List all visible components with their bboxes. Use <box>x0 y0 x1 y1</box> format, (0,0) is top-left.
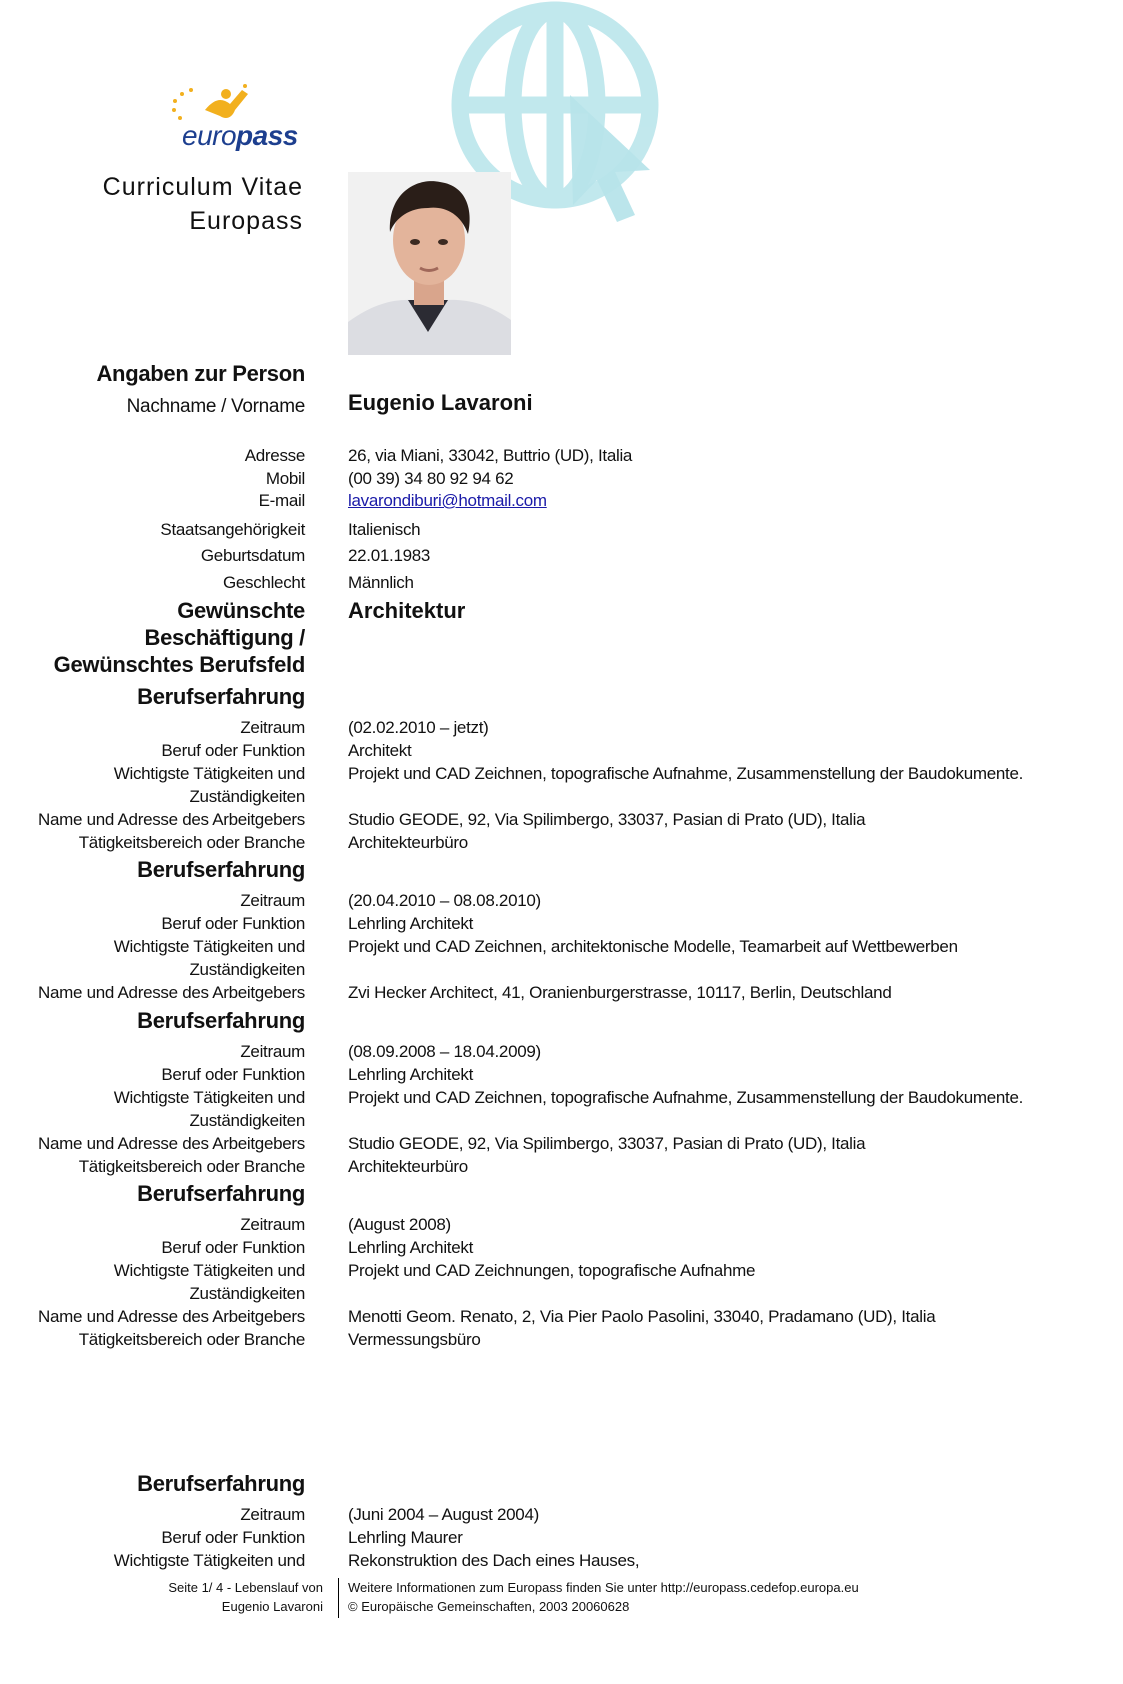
period-label: Zeitraum <box>240 1505 305 1524</box>
employer-label: Name und Adresse des Arbeitgebers <box>38 1134 305 1153</box>
sector-value: Architekteurbüro <box>348 1157 468 1176</box>
footer-info-text: Weitere Informationen zum Europass finden Sie unter http://europass.cedefop.europa.eu <box>348 1580 859 1595</box>
experience-heading: Berufserfahrung <box>137 857 305 882</box>
gender-value: Männlich <box>348 573 414 592</box>
period-value: (Juni 2004 – August 2004) <box>348 1505 539 1524</box>
cv-title-line2: Europass <box>189 207 303 235</box>
job-value: Lehrling Maurer <box>348 1528 463 1547</box>
birthdate-value: 22.01.1983 <box>348 546 431 565</box>
address-value: 26, via Miani, 33042, Buttrio (UD), Italia <box>348 446 633 465</box>
sector-label: Tätigkeitsbereich oder Branche <box>78 833 305 852</box>
activities-label: Wichtigste Tätigkeiten und <box>113 1551 305 1570</box>
period-value: (August 2008) <box>348 1215 451 1234</box>
job-value: Lehrling Architekt <box>348 914 474 933</box>
name-label: Nachname / Vorname <box>126 396 305 417</box>
email-link[interactable]: lavarondiburi@hotmail.com <box>348 491 547 510</box>
period-value: (02.02.2010 – jetzt) <box>348 718 489 737</box>
footer-page-info <box>168 1578 323 1616</box>
employer-value: Studio GEODE, 92, Via Spilimbergo, 33037, Pasian di Prato (UD), Italia <box>348 810 866 829</box>
sector-value: Vermessungsbüro <box>348 1330 481 1349</box>
period-label: Zeitraum <box>240 1042 305 1061</box>
job-value: Lehrling Architekt <box>348 1238 474 1257</box>
activities-label-2: Zuständigkeiten <box>189 787 305 806</box>
footer-copyright: © Europäische Gemeinschaften, 2003 20060628 <box>348 1599 630 1614</box>
job-value: Architekt <box>348 741 412 760</box>
cv-title-line1: Curriculum Vitae <box>102 173 303 201</box>
footer-person: Eugenio Lavaroni <box>221 1599 323 1614</box>
mobile-value: (00 39) 34 80 92 94 62 <box>348 469 514 488</box>
experience-heading: Berufserfahrung <box>137 1471 305 1496</box>
sector-label: Tätigkeitsbereich oder Branche <box>78 1157 305 1176</box>
footer-divider <box>338 1578 339 1618</box>
europass-logo <box>160 80 300 160</box>
activities-label: Wichtigste Tätigkeiten und <box>113 1261 305 1280</box>
job-label: Beruf oder Funktion <box>161 914 305 933</box>
employer-value: Menotti Geom. Renato, 2, Via Pier Paolo Pasolini, 33040, Pradamano (UD), Italia <box>348 1307 936 1326</box>
desired-label-line3: Gewünschtes Berufsfeld <box>53 652 305 677</box>
address-label: Adresse <box>244 446 305 465</box>
employer-value: Zvi Hecker Architect, 41, Oranienburgerstrasse, 10117, Berlin, Deutschland <box>348 983 892 1002</box>
activities-value: Projekt und CAD Zeichnen, topografische Aufnahme, Zusammenstellung der Baudokumente. <box>348 1088 1024 1107</box>
job-label: Beruf oder Funktion <box>161 741 305 760</box>
cv-title <box>103 170 303 238</box>
desired-value: Architektur <box>348 598 466 623</box>
desired-label-line1: Gewünschte <box>177 598 305 623</box>
employer-label: Name und Adresse des Arbeitgebers <box>38 810 305 829</box>
period-value: (20.04.2010 – 08.08.2010) <box>348 891 541 910</box>
sector-label: Tätigkeitsbereich oder Branche <box>78 1330 305 1349</box>
logo-wordmark <box>182 120 298 152</box>
sector-value: Architekteurbüro <box>348 833 468 852</box>
experience-heading: Berufserfahrung <box>137 1181 305 1206</box>
job-label: Beruf oder Funktion <box>161 1528 305 1547</box>
activities-label-2: Zuständigkeiten <box>189 960 305 979</box>
period-label: Zeitraum <box>240 1215 305 1234</box>
full-name: Eugenio Lavaroni <box>348 390 533 415</box>
activities-label: Wichtigste Tätigkeiten und <box>113 764 305 783</box>
activities-label-2: Zuständigkeiten <box>189 1111 305 1130</box>
personal-heading: Angaben zur Person <box>96 361 305 386</box>
nationality-label: Staatsangehörigkeit <box>160 520 305 539</box>
job-label: Beruf oder Funktion <box>161 1238 305 1257</box>
activities-label: Wichtigste Tätigkeiten und <box>113 937 305 956</box>
period-label: Zeitraum <box>240 891 305 910</box>
activities-value: Projekt und CAD Zeichnen, topografische Aufnahme, Zusammenstellung der Baudokumente. <box>348 764 1024 783</box>
experience-heading: Berufserfahrung <box>137 684 305 709</box>
experience-heading: Berufserfahrung <box>137 1008 305 1033</box>
email-label: E-mail <box>258 491 305 510</box>
profile-photo <box>348 172 511 355</box>
gender-label: Geschlecht <box>222 573 305 592</box>
activities-value: Projekt und CAD Zeichnungen, topografische Aufnahme <box>348 1261 756 1280</box>
desired-label-line2: Beschäftigung / <box>144 625 305 650</box>
job-value: Lehrling Architekt <box>348 1065 474 1084</box>
logo-pass: pass <box>236 120 298 151</box>
activities-label-2: Zuständigkeiten <box>189 1284 305 1303</box>
mobile-label: Mobil <box>265 469 305 488</box>
period-label: Zeitraum <box>240 718 305 737</box>
desired-label <box>54 597 305 678</box>
activities-value: Rekonstruktion des Dach eines Hauses, <box>348 1551 640 1570</box>
period-value: (08.09.2008 – 18.04.2009) <box>348 1042 541 1061</box>
birthdate-label: Geburtsdatum <box>200 546 305 565</box>
footer-info <box>348 1578 859 1616</box>
employer-label: Name und Adresse des Arbeitgebers <box>38 1307 305 1326</box>
logo-euro: euro <box>182 120 237 151</box>
job-label: Beruf oder Funktion <box>161 1065 305 1084</box>
nationality-value: Italienisch <box>348 520 421 539</box>
footer-page: Seite 1/ 4 - Lebenslauf von <box>168 1580 323 1595</box>
logo-stars-figure-icon <box>160 80 300 125</box>
employer-label: Name und Adresse des Arbeitgebers <box>38 983 305 1002</box>
activities-label: Wichtigste Tätigkeiten und <box>113 1088 305 1107</box>
activities-value: Projekt und CAD Zeichnen, architektonische Modelle, Teamarbeit auf Wettbewerben <box>348 937 958 956</box>
person-portrait-icon <box>348 172 511 355</box>
employer-value: Studio GEODE, 92, Via Spilimbergo, 33037, Pasian di Prato (UD), Italia <box>348 1134 866 1153</box>
